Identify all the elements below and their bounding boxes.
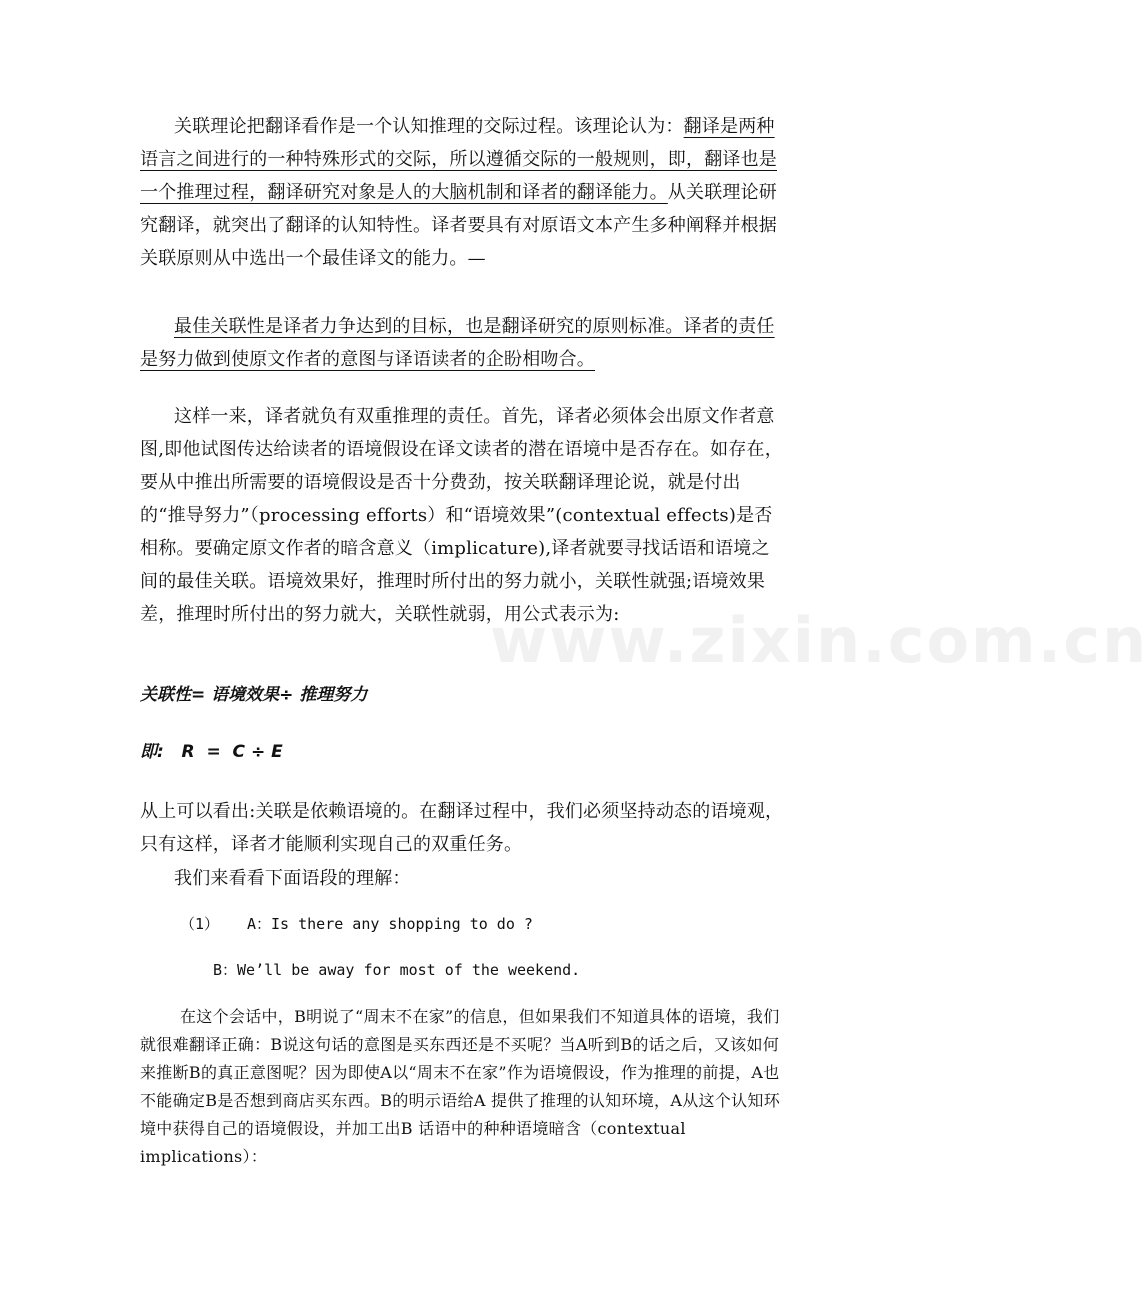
example-line-a: A：Is there any shopping to do ? — [247, 915, 533, 933]
example-number: （1） — [180, 915, 220, 933]
paragraph-relevance-theory — [140, 110, 785, 275]
watermark-text: www.zixin.com.cn — [490, 604, 1148, 677]
paragraph-text: 关联理论把翻译看作是一个认知推理的交际过程。该理论认为： — [174, 116, 684, 137]
formula-relevance-words: 关联性= 语境效果÷ 推理努力 — [140, 685, 368, 705]
underlined-statement: 最佳关联性是译者力争达到的目标，也是翻译研究的原则标准。译者的责任是努力做到使原文作者的意图与译语读者的企盼相吻合。 — [140, 316, 775, 370]
formula-relevance-symbols: 即: R = C ÷ E — [140, 742, 283, 762]
paragraph-dual-inference: 这样一来，译者就负有双重推理的责任。首先，译者必须体会出原文作者意图,即他试图传达给读者的语境假设在译文读者的潜在语境中是否存在。如存在，要从中推出所需要的语境假设是否十分费劲，按关联翻译理论说，就是付出的“推导努力”（processing efforts）和“语境效果”(contextual effects)是否相称。要确定原文作者的暗含意义（implicature),译者就要寻找话语和语境之间的最佳关联。语境效果好，推理时所付出的努力就小，关联性就强;语境效果差，推理时所付出的努力就大，关联性就弱，用公式表示为: — [140, 406, 783, 625]
paragraph-example-analysis: 在这个会话中，B明说了“周末不在家”的信息，但如果我们不知道具体的语境，我们就很难翻译正确：B说这句话的意图是买东西还是不买呢？当A听到B的话之后，又该如何来推断B的真正意图呢？因为即使A以“周末不在家”作为语境假设，作为推理的前提，A也不能确定B是否想到商店买东西。B的明示语给A 提供了推理的认知环境，A从这个认知环境中获得自己的语境假设，并加工出B 话语中的种种语境暗含（contextual implications）： — [140, 1007, 781, 1166]
example-line-b: B：We’ll be away for most of the weekend. — [213, 961, 581, 979]
paragraph-intro-example: 我们来看看下面语段的理解： — [174, 868, 411, 889]
underlined-definition: 翻译是两种语言之间进行的一种特殊形式的交际，所以遵循交际的一般规则，即，翻译也是一个推理过程，翻译研究对象是人的大脑机制和译者的翻译能力。 — [140, 116, 777, 203]
paragraph-text: 从关联理论研究翻译，就突出了翻译的认知特性。译者要具有对原语文本产生多种阐释并根据关联原则从中选出一个最佳译文的能力。— — [140, 182, 777, 269]
paragraph-context-dependence: 从上可以看出:关联是依赖语境的。在翻译过程中，我们必须坚持动态的语境观，只有这样，译者才能顺利实现自己的双重任务。 — [140, 801, 784, 855]
paragraph-optimal-relevance — [140, 310, 785, 376]
